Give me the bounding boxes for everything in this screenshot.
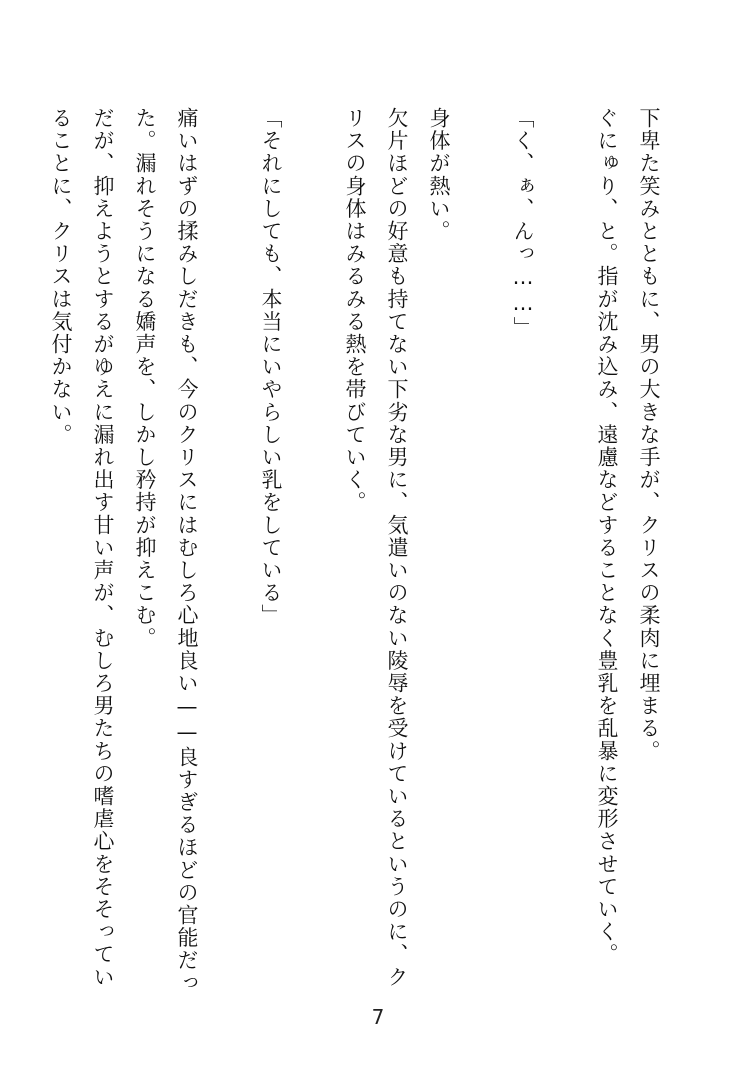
blank-line — [208, 107, 250, 1007]
blank-line — [292, 107, 334, 1007]
blank-line — [0, 107, 40, 1007]
text-line: 痛いはずの揉みしだきも、今のクリスにはむしろ心地良い——良すぎるほどの官能だっ — [175, 107, 199, 995]
text-line: た。漏れそうになる嬌声を、しかし矜持が抑えこむ。 — [133, 107, 157, 650]
text-line: だが、抑えようとするがゆえに漏れ出す甘い声が、むしろ男たちの嗜虐心をそそってい — [91, 107, 115, 989]
text-line: 身体が熱い。 — [427, 107, 451, 243]
vertical-body-text — [0, 107, 670, 1007]
text-line: ぐにゅり、と。指が沈み込み、遠慮などすることなく豊乳を乱暴に変形させていく。 — [595, 107, 619, 966]
blank-line — [460, 107, 502, 1007]
text-line: 欠片ほどの好意も持てない下劣な男に、気遣いのない陵辱を受けているというのに、ク — [385, 107, 409, 989]
text-line: 下卑た笑みとともに、男の大きな手が、クリスの柔肉に埋まる。 — [637, 107, 661, 763]
text-line: ることに、クリスは気付かない。 — [49, 107, 73, 446]
page-number: 7 — [371, 1005, 385, 1029]
dialogue-line: 「それにしても、本当にいやらしい乳をしている」 — [259, 107, 283, 627]
dialogue-line: 「く、ぁ、んっ……」 — [511, 107, 535, 339]
text-line: リスの身体はみるみる熱を帯びていく。 — [343, 107, 367, 514]
blank-line — [544, 107, 586, 1007]
